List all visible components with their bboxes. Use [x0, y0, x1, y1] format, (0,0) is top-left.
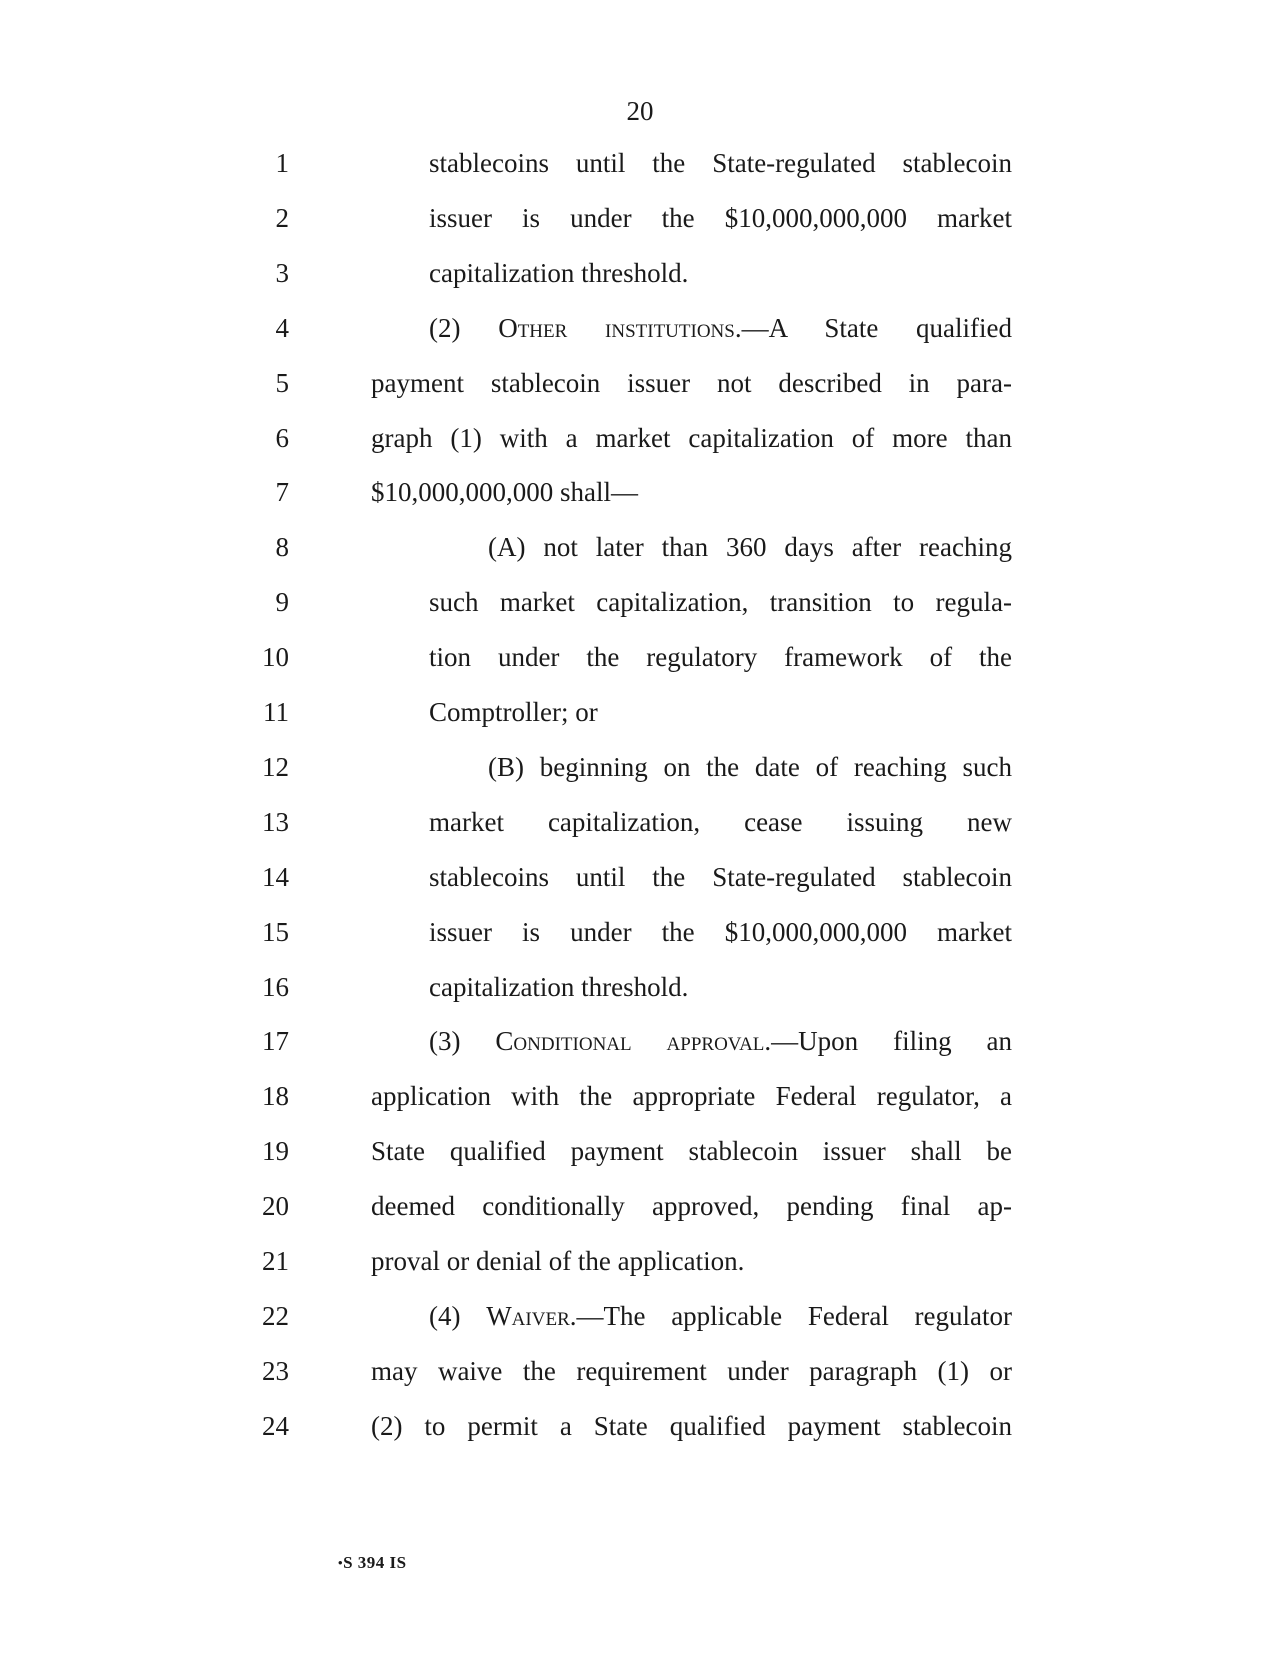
- text-segment: .—The applicable Federal regulator: [569, 1300, 1012, 1331]
- line-number: 24: [262, 1410, 289, 1441]
- line-number: 13: [262, 806, 289, 837]
- text-segment: such market capitalization, transition to regula-: [429, 587, 1012, 618]
- text-segment: deemed conditionally approved, pending final ap-: [371, 1191, 1012, 1222]
- text-line: [0, 575, 1280, 629]
- text-segment: issuer is under the $10,000,000,000 market: [429, 916, 1012, 947]
- line-text: [429, 1014, 1012, 1068]
- text-line: [0, 136, 1280, 190]
- text-segment: (4): [429, 1300, 487, 1331]
- line-text: [371, 356, 1012, 410]
- text-segment: (A) not later than 360 days after reaching: [488, 532, 1012, 563]
- line-text: [429, 136, 1012, 190]
- text-line: [0, 1069, 1280, 1123]
- text-segment: proval or denial of the application.: [371, 1246, 745, 1276]
- text-segment: (2): [429, 312, 499, 343]
- paragraph-heading: Other institutions: [498, 312, 735, 343]
- text-segment: issuer is under the $10,000,000,000 market: [429, 202, 1012, 233]
- text-line: [0, 246, 1280, 300]
- line-text: [371, 465, 1012, 519]
- line-number: 8: [275, 532, 289, 563]
- text-segment: may waive the requirement under paragraph (1) or: [371, 1355, 1012, 1386]
- text-line: [0, 1234, 1280, 1288]
- line-text: [429, 1289, 1012, 1343]
- text-segment: State qualified payment stablecoin issuer shall be: [371, 1136, 1012, 1167]
- line-number: 3: [275, 257, 289, 288]
- text-segment: Comptroller; or: [429, 697, 598, 727]
- text-line: [0, 850, 1280, 904]
- text-line: [0, 520, 1280, 574]
- text-segment: graph (1) with a market capitalization of more than: [371, 422, 1012, 453]
- text-line: [0, 1344, 1280, 1398]
- paragraph-heading: Conditional approval: [495, 1026, 765, 1057]
- line-number: 7: [275, 477, 289, 508]
- page-number: 20: [626, 96, 654, 126]
- text-segment: payment stablecoin issuer not described in para-: [371, 367, 1012, 398]
- line-text: [429, 301, 1012, 355]
- line-text: [371, 1399, 1012, 1453]
- text-line: [0, 411, 1280, 465]
- text-segment: capitalization threshold.: [429, 257, 689, 288]
- line-number: 19: [262, 1136, 289, 1167]
- line-number: 10: [262, 642, 289, 673]
- text-segment: capitalization threshold.: [429, 971, 689, 1002]
- line-text: [429, 191, 1012, 245]
- line-text: [371, 1179, 1012, 1233]
- line-text: [429, 575, 1012, 629]
- line-number: 15: [262, 916, 289, 947]
- line-number: 2: [275, 202, 289, 233]
- line-number: 12: [262, 751, 289, 782]
- text-line: [0, 905, 1280, 959]
- line-number: 22: [262, 1300, 289, 1331]
- line-text: [371, 1124, 1012, 1178]
- text-line: [0, 630, 1280, 684]
- line-text: [429, 246, 1012, 300]
- text-line: [0, 356, 1280, 410]
- line-number: 4: [275, 312, 289, 343]
- line-text: [429, 795, 1012, 849]
- text-segment: .—A State qualified: [734, 312, 1012, 343]
- line-number: 1: [275, 148, 289, 178]
- text-line: [0, 191, 1280, 245]
- text-line: [0, 960, 1280, 1014]
- line-number: 20: [262, 1191, 289, 1222]
- line-text: [429, 905, 1012, 959]
- line-text: [371, 1234, 1012, 1288]
- line-number: 23: [262, 1355, 289, 1386]
- line-text: [371, 411, 1012, 465]
- line-number: 21: [262, 1246, 289, 1276]
- line-text: [488, 740, 1012, 794]
- text-line: [0, 465, 1280, 519]
- text-line: [0, 740, 1280, 794]
- line-text: [429, 685, 1012, 739]
- text-line: [0, 1124, 1280, 1178]
- text-line: [0, 685, 1280, 739]
- line-number: 14: [262, 861, 289, 892]
- bill-identifier: S 394 IS: [343, 1553, 407, 1572]
- text-line: [0, 795, 1280, 849]
- text-segment: application with the appropriate Federal regulator, a: [371, 1081, 1012, 1112]
- line-text: [429, 630, 1012, 684]
- text-line: [0, 301, 1280, 355]
- text-segment: (2) to permit a State qualified payment stablecoin: [371, 1410, 1012, 1441]
- text-segment: $10,000,000,000 shall—: [371, 477, 638, 508]
- text-segment: market capitalization, cease issuing new: [429, 806, 1012, 837]
- line-number: 16: [262, 971, 289, 1002]
- text-segment: .—Upon filing an: [764, 1026, 1012, 1057]
- bill-footer: [338, 1553, 407, 1573]
- text-segment: (B) beginning on the date of reaching such: [488, 751, 1012, 782]
- text-line: [0, 1289, 1280, 1343]
- text-segment: (3): [429, 1026, 496, 1057]
- text-segment: tion under the regulatory framework of the: [429, 642, 1012, 673]
- line-text: [429, 960, 1012, 1014]
- line-text: [371, 1344, 1012, 1398]
- text-line: [0, 1014, 1280, 1068]
- line-number: 5: [275, 367, 289, 398]
- line-number: 18: [262, 1081, 289, 1112]
- text-segment: stablecoins until the State-regulated stablecoin: [429, 861, 1012, 892]
- line-text: [429, 850, 1012, 904]
- line-number: 11: [263, 697, 289, 727]
- line-text: [371, 1069, 1012, 1123]
- footer-bullet: •: [338, 1555, 344, 1570]
- text-line: [0, 1179, 1280, 1233]
- text-line: [0, 1399, 1280, 1453]
- line-text: [488, 520, 1012, 574]
- line-number: 17: [262, 1026, 289, 1057]
- text-segment: stablecoins until the State-regulated stablecoin: [429, 148, 1012, 178]
- paragraph-heading: Waiver: [486, 1300, 570, 1331]
- line-number: 6: [275, 422, 289, 453]
- line-number: 9: [275, 587, 289, 618]
